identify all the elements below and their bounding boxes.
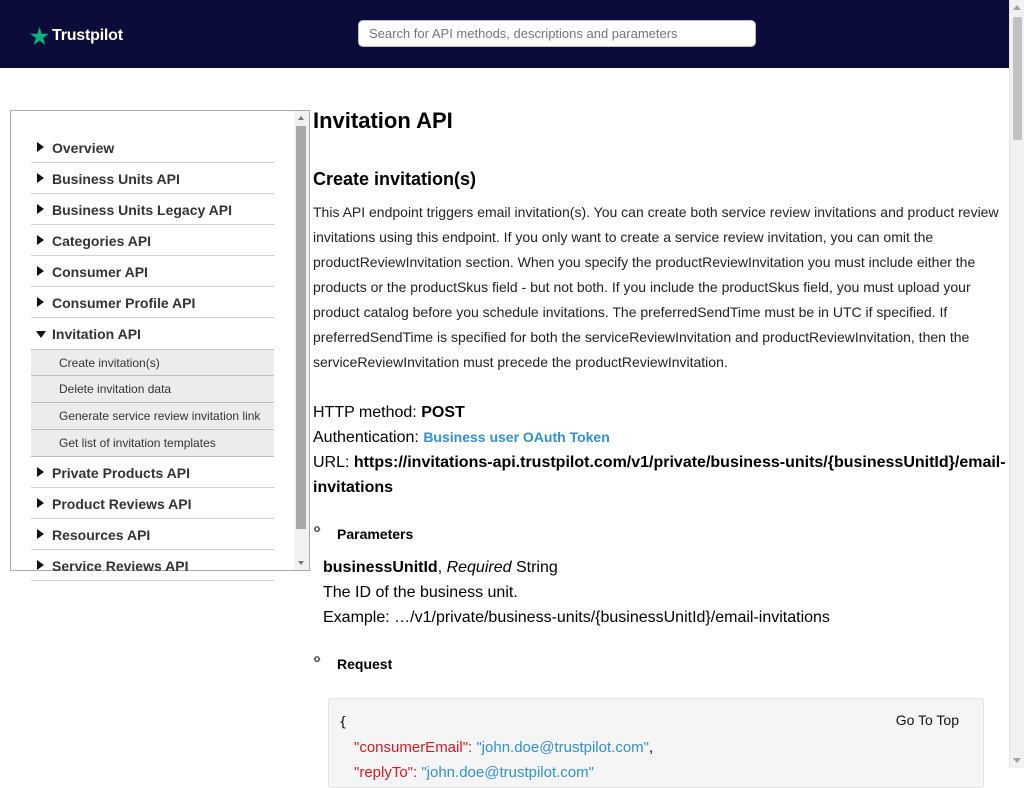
sidebar-item-product-reviews[interactable]	[31, 488, 274, 519]
header	[0, 0, 1009, 68]
sidebar-item-service-reviews[interactable]	[31, 550, 274, 581]
sidebar-nav	[31, 111, 274, 581]
caret-right-icon	[37, 173, 44, 183]
code-brackets-icon: ‹›	[313, 650, 319, 667]
submenu-item-delete-invitation-data[interactable]: Delete invitation data	[31, 376, 274, 403]
submenu-item-create-invitations[interactable]: Create invitation(s)	[31, 349, 274, 376]
caret-right-icon	[37, 560, 44, 570]
sidebar-item-label: Business Units API	[52, 171, 180, 187]
scroll-up-arrow-icon[interactable]	[298, 116, 304, 120]
sidebar-item-label: Product Reviews API	[52, 496, 192, 512]
param-type: String	[515, 559, 558, 576]
sidebar-item-consumer[interactable]	[31, 256, 274, 287]
submenu-item-templates[interactable]: Get list of invitation templates	[31, 430, 274, 457]
param-name: businessUnitId	[323, 559, 438, 576]
auth-label: Authentication:	[313, 429, 419, 446]
parameter-block	[323, 555, 1007, 630]
sidebar	[10, 110, 310, 574]
caret-right-icon	[37, 529, 44, 539]
sidebar-item-label: Consumer API	[52, 264, 148, 280]
request-code-block	[328, 698, 984, 788]
request-toggle[interactable]	[313, 650, 1007, 670]
code-brackets-icon: ‹›	[313, 520, 319, 537]
scroll-thumb[interactable]	[1013, 17, 1022, 140]
code-line-reply-to	[354, 764, 594, 781]
http-method-row	[313, 400, 1007, 425]
submenu-item-generate-link[interactable]: Generate service review invitation link	[31, 403, 274, 430]
invitation-submenu	[31, 349, 274, 457]
sidebar-item-resources[interactable]	[31, 519, 274, 550]
sidebar-item-label: Business Units Legacy API	[52, 202, 232, 218]
param-signature: businessUnitId, Required String	[323, 559, 558, 576]
url-row	[313, 450, 1007, 500]
sidebar-scroll-thumb[interactable]	[296, 126, 306, 529]
scroll-down-arrow-icon[interactable]	[298, 561, 304, 565]
go-to-top-button[interactable]: Go To Top	[895, 712, 959, 728]
parameters-heading: Parameters	[337, 526, 414, 542]
caret-right-icon	[37, 498, 44, 508]
caret-right-icon	[37, 266, 44, 276]
request-heading: Request	[337, 656, 393, 672]
scroll-up-arrow-icon[interactable]	[1013, 5, 1021, 10]
trustpilot-logo[interactable]	[30, 27, 123, 45]
page-title: Invitation API	[313, 108, 453, 133]
code-value: "john.doe@trustpilot.com"	[421, 764, 594, 781]
caret-right-icon	[37, 467, 44, 477]
auth-link[interactable]: Business user OAuth Token	[423, 429, 610, 445]
sidebar-item-consumer-profile[interactable]	[31, 287, 274, 318]
sidebar-item-label: Overview	[52, 140, 115, 156]
code-open-brace: {	[339, 715, 347, 730]
sidebar-scrollbar[interactable]	[294, 111, 309, 570]
param-example	[323, 605, 1007, 630]
param-example-label: Example:	[323, 609, 390, 626]
code-key: "replyTo":	[354, 764, 418, 781]
page-scrollbar[interactable]	[1009, 0, 1024, 768]
logo-text: Trustpilot	[52, 27, 123, 44]
sidebar-item-label: Service Reviews API	[52, 558, 189, 574]
code-comma: ,	[648, 739, 654, 756]
section-title: Create invitation(s)	[313, 169, 477, 189]
star-icon	[30, 27, 49, 45]
sidebar-item-label: Resources API	[52, 527, 151, 543]
code-value: "john.doe@trustpilot.com"	[476, 739, 649, 756]
sidebar-item-business-units-legacy[interactable]	[31, 194, 274, 225]
http-method-value: POST	[421, 404, 465, 421]
auth-row	[313, 425, 1007, 450]
url-value: https://invitations-api.trustpilot.com/v1/private/business-units/{businessUnitId}/email-invitations	[313, 454, 1006, 496]
code-line-consumer-email	[354, 739, 653, 756]
parameters-toggle[interactable]	[313, 520, 1007, 540]
caret-right-icon	[37, 297, 44, 307]
caret-right-icon	[37, 204, 44, 214]
endpoint-description: This API endpoint triggers email invitation(s). You can create both service review invitations and product review invitations using this endpoint. If you only want to create a service review invitation, you can omit the productReviewInvitation section. When you specify the productReviewInvitation you must include either the products or the productSkus field - but not both. If you include the productSkus field, you must upload your product catalog before you schedule invitations. The preferredSendTime must be in UTC if specified. If preferredSendTime is specified for both the serviceReviewInvitation and productReviewInvitation, then the serviceReviewInvitation must precede the productReviewInvitation.	[313, 204, 999, 370]
url-label: URL:	[313, 454, 350, 471]
caret-down-icon	[36, 331, 46, 338]
code-key: "consumerEmail":	[354, 739, 473, 756]
sidebar-item-categories[interactable]	[31, 225, 274, 256]
param-description: The ID of the business unit.	[323, 584, 518, 601]
param-example-value: …/v1/private/business-units/{businessUnitId}/email-invitations	[394, 609, 830, 626]
http-method-label: HTTP method:	[313, 404, 417, 421]
caret-right-icon	[37, 142, 44, 152]
sidebar-item-label: Categories API	[52, 233, 152, 249]
param-required: Required	[446, 559, 512, 576]
sidebar-item-label: Consumer Profile API	[52, 295, 196, 311]
scroll-down-arrow-icon[interactable]	[1013, 758, 1021, 763]
sidebar-item-private-products[interactable]	[31, 457, 274, 488]
endpoint-meta	[313, 400, 1007, 500]
sidebar-item-business-units[interactable]	[31, 163, 274, 194]
search-input[interactable]	[358, 20, 756, 47]
sidebar-item-invitation[interactable]	[31, 318, 274, 349]
sidebar-item-overview[interactable]	[31, 132, 274, 163]
sidebar-item-label: Private Products API	[52, 465, 190, 481]
sidebar-item-label: Invitation API	[52, 326, 141, 342]
caret-right-icon	[37, 235, 44, 245]
main-content	[313, 104, 1007, 670]
